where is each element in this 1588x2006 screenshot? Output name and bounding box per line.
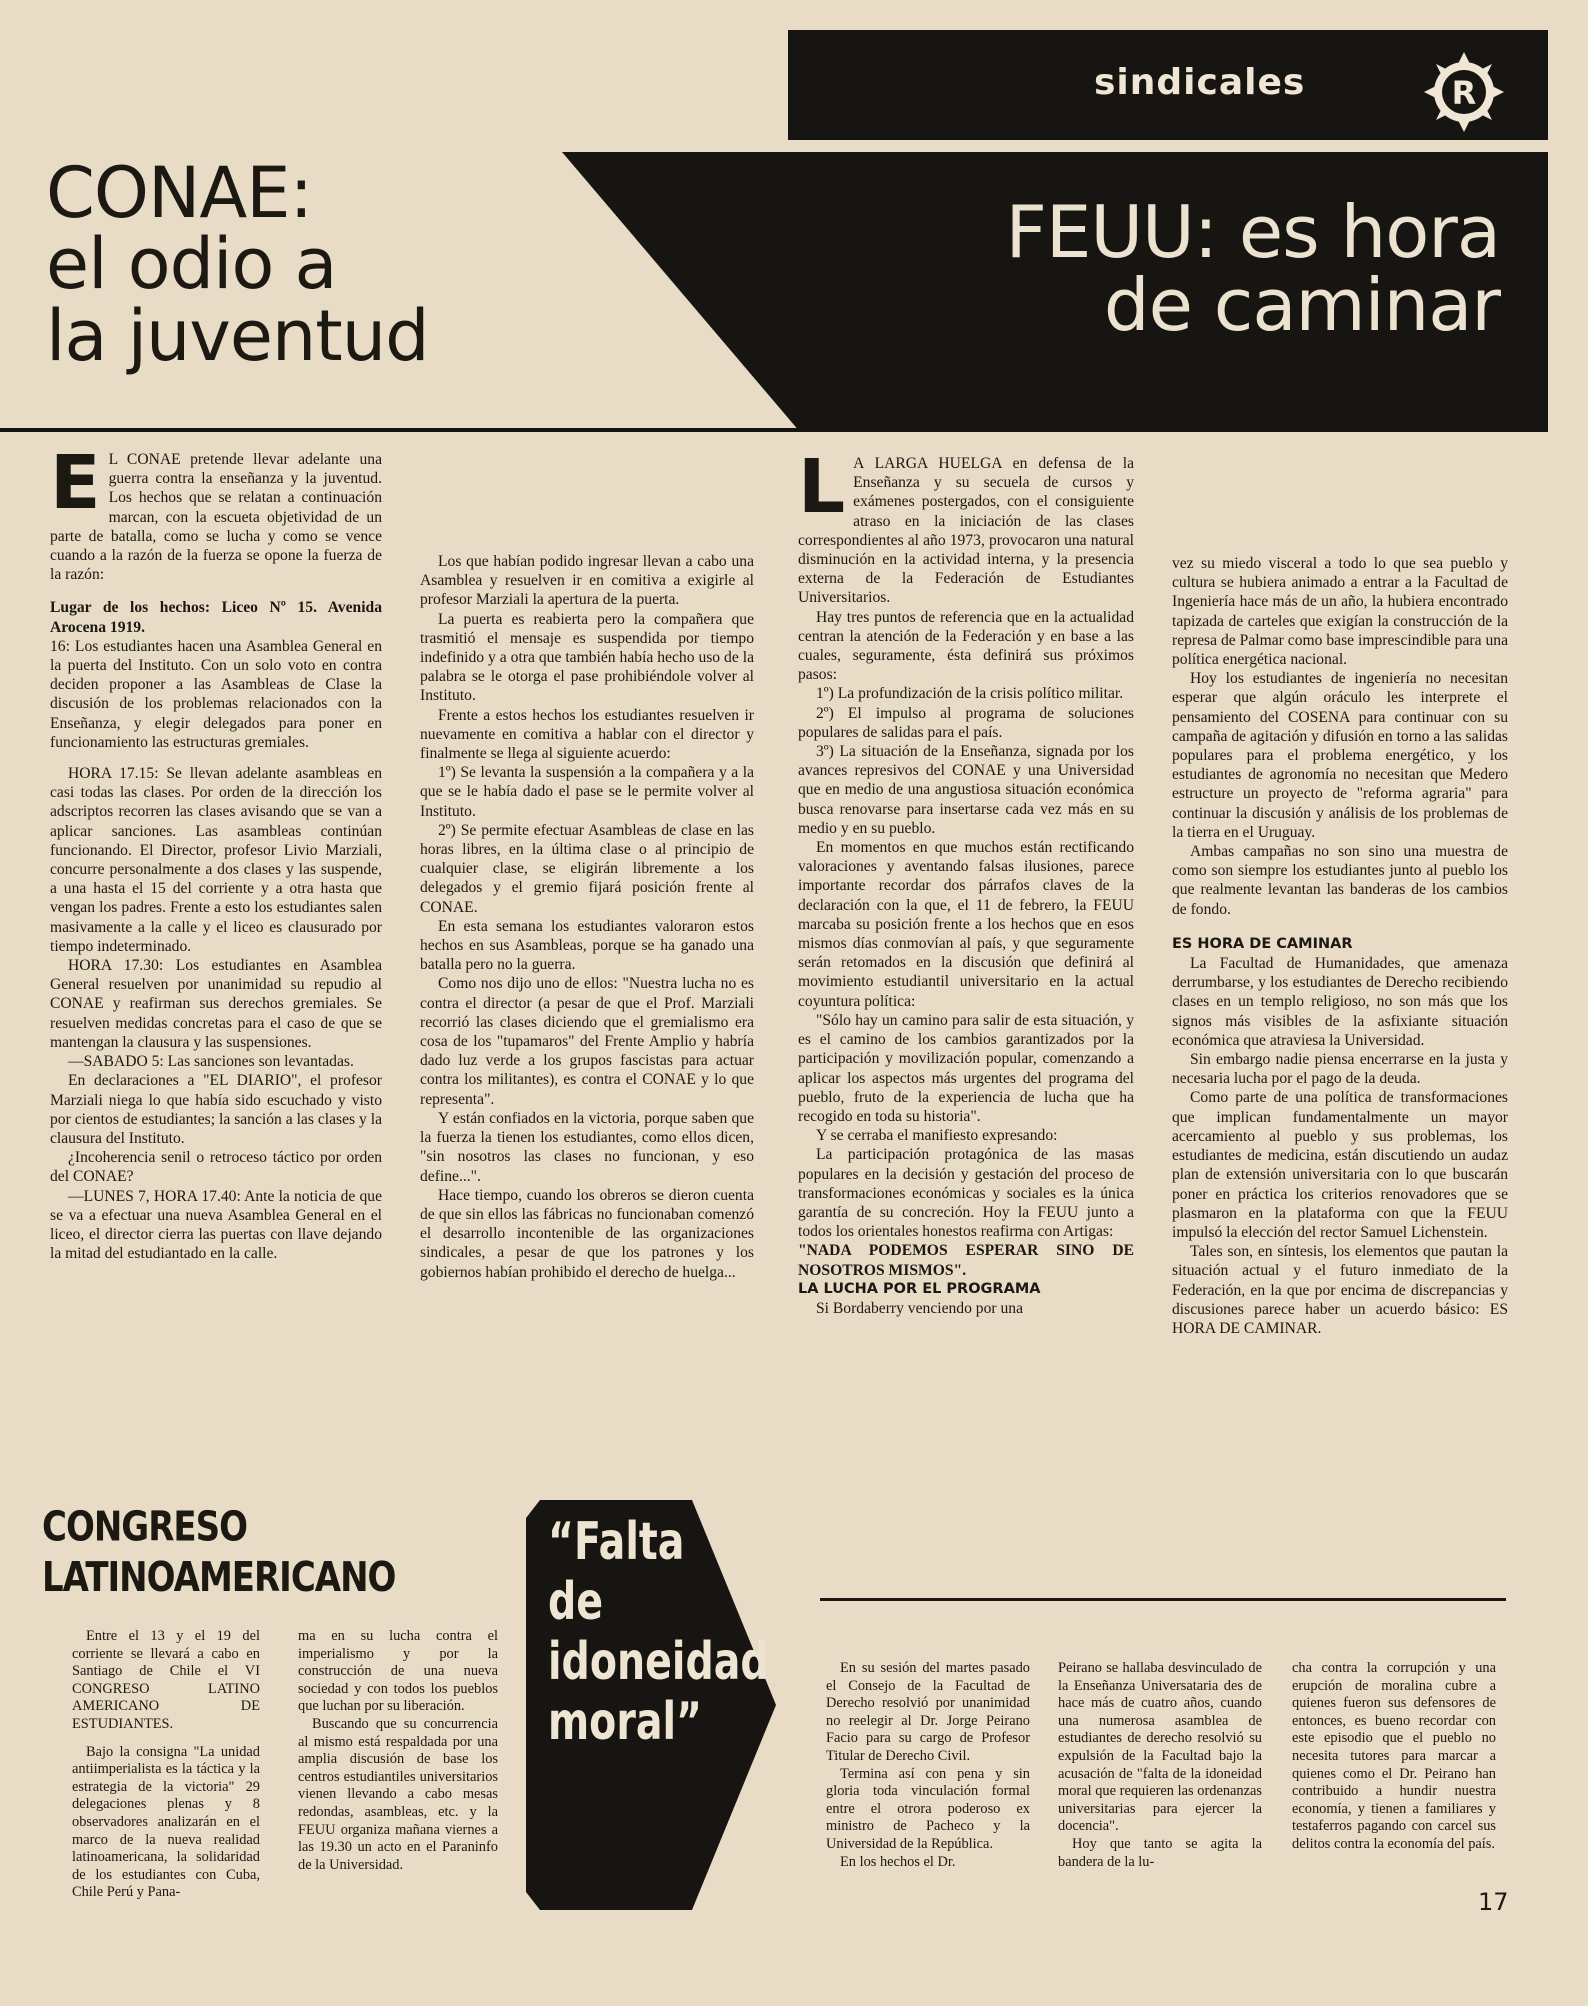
feuu-paragraph: Sin embargo nadie piensa encerrarse en la justa y necesaria lucha por el pago de la deuda. [1172, 1051, 1508, 1088]
feuu-paragraph: 3º) La situación de la Enseñanza, signada por los avances represivos del CONAE y una Universidad que en medio de una angustiosa situación económica busca renovarse para insertarse cada vez más en su medio y en su pueblo. [798, 743, 1134, 837]
feuu-headline [860, 190, 1500, 348]
falta-headline-line: de [548, 1572, 604, 1632]
falta-paragraph: En su sesión del martes pasado el Consejo de la Facultad de Derecho resolvió por unanimidad no reelegir al Dr. Jorge Peirano Facio para su cargo de Profesor Titular de Derecho Civil. [826, 1660, 1030, 1764]
conae-column-1 [50, 440, 382, 1263]
falta-headline [548, 1512, 769, 1752]
falta-paragraph: Termina así con pena y sin gloria toda vinculación formal entre el otrora poderoso ex ministro de Pacheco y la Universidad de la República. [826, 1765, 1030, 1852]
conae-paragraph: HORA 17.30: Los estudiantes en Asamblea General resuelven por unanimidad su repudio al CONAE y reafirman sus derechos gremiales. Se resuelven medidas concretas para el caso de que se mantengan la clausura y las suspensiones. [50, 957, 382, 1051]
conae-drop-cap: E [50, 440, 101, 526]
conae-headline [46, 152, 429, 377]
congreso-headline [42, 1502, 395, 1603]
congreso-column-2 [298, 1628, 498, 1874]
magazine-logo-icon [1424, 52, 1504, 132]
conae-headline-line3: la juventud [46, 294, 429, 377]
congreso-paragraph: ma en su lucha contra el imperialismo y por la construcción de una nueva sociedad y con todos los pueblos que luchan por su liberación. [298, 1628, 498, 1715]
feuu-subheading: LA LUCHA POR EL PROGRAMA [798, 1280, 1041, 1297]
falta-paragraph: cha contra la corrupción y una erupción de moralina cubre a quienes fueron sus defensores de entonces, es bueno recordar con este episodio que el pueblo no necesita tutores para marcar a quienes como el Dr. Peirano han contribuido a hundir nuestra economía, y tienen a familiares y testaferros pagando con carcel sus delitos contra la economía del país. [1292, 1660, 1496, 1852]
feuu-paragraph: Ambas campañas no son sino una muestra de como son siempre los estudiantes junto al pueblo los que realmente levantan las banderas de los cambios de fondo. [1172, 843, 1508, 918]
feuu-paragraph: Si Bordaberry venciendo por una [816, 1299, 1023, 1317]
falta-paragraph: Peirano se hallaba desvinculado de la Enseñanza Universataria des de hace más de cuatro años, cuando una numerosa asamblea de estudiantes de derecho resolvió su expulsión de la Facultad bajo la acusación de "falta de la idoneidad moral que requieren las ordenanzas universitarias para ejercer la docencia". [1058, 1660, 1262, 1835]
conae-paragraph: 16: Los estudiantes hacen una Asamblea General en la puerta del Instituto. Con un solo voto en contra deciden proponer a las Asambleas de Clase la discusión de los problemas relacionados con la Enseñanza, y elegir delegados para poner en funcionamiento las estructuras gremiales. [50, 637, 382, 751]
falta-column-2 [1058, 1660, 1262, 1871]
feuu-paragraph: Tales son, en síntesis, los elementos que pautan la situación actual y el futuro inmediato de la Federación, en la que por encima de discrepancias y discusiones parece haber un acuerdo básico: ES HORA DE CAMINAR. [1172, 1243, 1508, 1337]
feuu-paragraph: vez su miedo visceral a todo lo que sea pueblo y cultura se hubiera animado a entrar a la Facultad de Ingeniería hace más de un año, la hubiera encontrado tapizada de carteles que exigían la construcción de la represa de Palmar como base imprescindible para una política energética nacional. [1172, 555, 1508, 669]
feuu-paragraph: 2º) El impulso al programa de soluciones populares de salidas para el país. [798, 704, 1134, 741]
falta-headline-line: “Falta [548, 1512, 685, 1572]
conae-paragraph: En esta semana los estudiantes valoraron estos hechos en sus Asambleas, porque se ha ganado una batalla pero no la guerra. [420, 917, 754, 974]
feuu-paragraph: 1º) La profundización de la crisis político militar. [816, 685, 1124, 703]
feuu-paragraph: Y se cerraba el manifiesto expresando: [816, 1127, 1058, 1145]
falta-paragraph: Hoy que tanto se agita la bandera de la lu- [1058, 1835, 1262, 1870]
feuu-paragraph: Hoy los estudiantes de ingeniería no necesitan esperar que algún oráculo les interprete el pensamiento del COSENA para continuar con su campaña de agitación y difusión en torno a las salidas populares para el problema energético, y los estudiantes de agronomía no necesitan que Medero estructure un proyecto de "reforma agraria" para continuar la discusión y análisis de los problemas de la tierra en el Uruguay. [1172, 670, 1508, 841]
congreso-paragraph: Entre el 13 y el 19 del corriente se llevará a cabo en Santiago de Chile el VI CONGRESO LATINO AMERICANO DE ESTUDIANTES. [72, 1628, 260, 1732]
congreso-paragraph: Bajo la consigna "La unidad antiimperialista es la táctica y la estrategia de la victoria" 29 delegaciones plenas y 8 observadores analizarán en el marco de la nueva realidad latinoamericana, la solidaridad de los estudiantes con Cuba, Chile Perú y Pana- [72, 1743, 260, 1901]
conae-paragraph: —LUNES 7, HORA 17.40: Ante la noticia de que se va a efectuar una nueva Asamblea General en el liceo, el director cierra las puertas con llave dejando la mitad del estudiantado en la calle. [50, 1187, 382, 1263]
conae-paragraph: —SABADO 5: Las sanciones son levantadas. [68, 1053, 354, 1071]
feuu-subheading: ES HORA DE CAMINAR [1172, 935, 1353, 952]
feuu-paragraph: "Sólo hay un camino para salir de esta situación, y es el camino de los cambios garantizados por la participación y movilización popular, comenzando a aplicar los aspectos más urgentes del programa del pueblo, fruto de la experiencia de lucha que ha recogido en toda su historia". [798, 1011, 1134, 1125]
conae-paragraph: Frente a estos hechos los estudiantes resuelven ir nuevamente en comitiva a hablar con el director y finalmente se llega al siguiente acuerdo: [420, 706, 754, 763]
feuu-paragraph: En momentos en que muchos están rectificando valoraciones y aventando falsas ilusiones, parece importante recordar dos párrafos claves de la declaración con la que, el 11 de febrero, la FEUU marcaba su posición frente a los hechos que en esos mismos días conmovían al país, y que seguramente serán retomados en la discusión que definirá al movimiento estudiantil universitario en la actual coyuntura política: [798, 839, 1134, 1010]
feuu-column-1 [798, 444, 1134, 1318]
congreso-paragraph: Buscando que su concurrencia al mismo está respaldada por una amplia discusión de base los centros estudiantiles universitarios vienen llevando a cabo mesas redondas, asambleas, etc. y la FEUU organiza mañana viernes a las 19.30 un acto en el Paraninfo de la Universidad. [298, 1715, 498, 1873]
conae-paragraph: L CONAE pretende llevar adelante una guerra contra la enseñanza y la juventud. Los hechos que se relatan a continuación marcan, con la escueta objetividad de un parte de batalla, como se lucha y como se vence cuando a la razón de la fuerza se opone la fuerza de la razón: [50, 451, 382, 584]
feuu-paragraph: A LARGA HUELGA en defensa de la Enseñanza y su secuela de cursos y exámenes postergados, con el consiguiente atraso en la iniciación de las clases correspondientes al año 1973, provocaron una natural disminución en la actividad interna, y la presencia externa de la Federación de Estudiantes Universitarios. [798, 455, 1134, 607]
conae-paragraph: Y están confiados en la victoria, porque saben que la fuerza la tienen los estudiantes, como ellos dicen, "sin nosotros las clases no funcionan, y eso define...". [420, 1109, 754, 1185]
feuu-headline-line2: de caminar [1103, 263, 1500, 348]
feuu-drop-cap: L [798, 444, 846, 530]
feuu-column-2 [1172, 554, 1508, 1338]
conae-paragraph: ¿Incoherencia senil o retroceso táctico por orden del CONAE? [50, 1149, 382, 1186]
conae-paragraph: 2º) Se permite efectuar Asambleas de clase en las horas libres, en la última clase o al principio de cualquier clase, se eligirán libremente a los delegados y el gremio fijará posición frente al CONAE. [420, 821, 754, 916]
conae-paragraph: Hace tiempo, cuando los obreros se dieron cuenta de que sin ellos las fábricas no funcionaban comenzó el desarrollo incontenible de las organizaciones sindicales, a pesar de que los patrones y los gobiernos habían prohibido el derecho de huelga... [420, 1186, 754, 1281]
page-number: 17 [1478, 1888, 1509, 1916]
conae-paragraph: Los que habían podido ingresar llevan a cabo una Asamblea y resuelven ir en comitiva a exigirle al profesor Marziali la apertura de la puerta. [420, 553, 754, 609]
conae-headline-line2: el odio a [46, 223, 337, 306]
logo-letter: R [1451, 74, 1477, 112]
falta-headline-line: idoneidad [548, 1632, 769, 1692]
falta-paragraph: En los hechos el Dr. [840, 1853, 956, 1870]
conae-paragraph: 1º) Se levanta la suspensión a la compañera y a la que se le había dado el pase se le permite volver al Instituto. [420, 764, 754, 820]
feuu-headline-line1: FEUU: es hora [1005, 190, 1500, 274]
congreso-headline-line2: LATINOAMERICANO [42, 1553, 396, 1602]
conae-paragraph: La puerta es reabierta pero la compañera que trasmitió el mensaje es suspendida por tiempo indefinido y a otra que también había hecho uso de la palabra se le otorga el pase prohibiéndole volver al Instituto. [420, 610, 754, 705]
conae-paragraph: Lugar de los hechos: Liceo Nº 15. Avenida Arocena 1919. [50, 599, 382, 636]
congreso-column-1 [72, 1628, 260, 1902]
falta-column-1 [826, 1660, 1030, 1871]
falta-headline-line: moral” [548, 1692, 703, 1752]
conae-paragraph: HORA 17.15: Se llevan adelante asambleas en casi todas las clases. Por orden de la dirección los adscriptos recorren las clases avisando que se van a aplicar sanciones. Las asambleas continúan funcionando. El Director, profesor Livio Marziali, concurre personalmente a dos clases y las suspende, a una hasta el 15 del corriente y a otra hasta que vengan los padres. Frente a esto los estudiantes salen masivamente a la calle y el liceo es clausurado por tiempo indeterminado. [50, 765, 382, 955]
feuu-paragraph: Como parte de una política de transformaciones que implican fundamentalmente un mayor acercamiento al pueblo y sus problemas, los estudiantes de medicina, están discutiendo un audaz plan de extensión universitaria con lo que buscarán poner en práctica los criterios renovadores que se plasmaron en la plataforma con que la FEUU impulsó la elección del rector Samuel Lichenstein. [1172, 1089, 1508, 1241]
section-divider [820, 1598, 1506, 1601]
congreso-headline-line1: CONGRESO [42, 1503, 248, 1552]
falta-column-3 [1292, 1660, 1496, 1854]
feuu-paragraph: La Facultad de Humanidades, que amenaza derrumbarse, y los estudiantes de Derecho recibiendo clases en un templo religioso, no son más que los signos más visibles de la asfixiante situación económica que atraviesa la Universidad. [1172, 955, 1508, 1049]
conae-paragraph: En declaraciones a "EL DIARIO", el profesor Marziali niega lo que había sido escuchado y visto por cientos de estudiantes; la sanción a las clases y la clausura del Instituto. [50, 1072, 382, 1147]
conae-column-2 [420, 552, 754, 1282]
feuu-quote: "NADA PODEMOS ESPERAR SINO DE NOSOTROS MISMOS". [798, 1242, 1134, 1279]
conae-paragraph: Como nos dijo uno de ellos: "Nuestra lucha no es contra el director (a pesar de que el Prof. Marziali recorrió las clases diciendo que el gremialismo era cosa de los "tupamaros" del Frente Amplio y habría dado luz verde a los grupos fascistas para actuar contra los militantes), es contra el CONAE y lo que representa". [420, 975, 754, 1108]
conae-headline-line1: CONAE: [46, 152, 313, 234]
feuu-paragraph: La participación protagónica de las masas populares en la decisión y gestación del proceso de transformaciones económicas y sociales es la única garantía de su concreción. Hoy la FEUU junto a todos los orientales honestos reafirma con Artigas: [798, 1146, 1134, 1241]
section-label: sindicales [1094, 62, 1306, 103]
feuu-paragraph: Hay tres puntos de referencia que en la actualidad centran la atención de la Federación y en base a las cuales, seguramente, ésta definirá sus próximos pasos: [798, 608, 1134, 684]
